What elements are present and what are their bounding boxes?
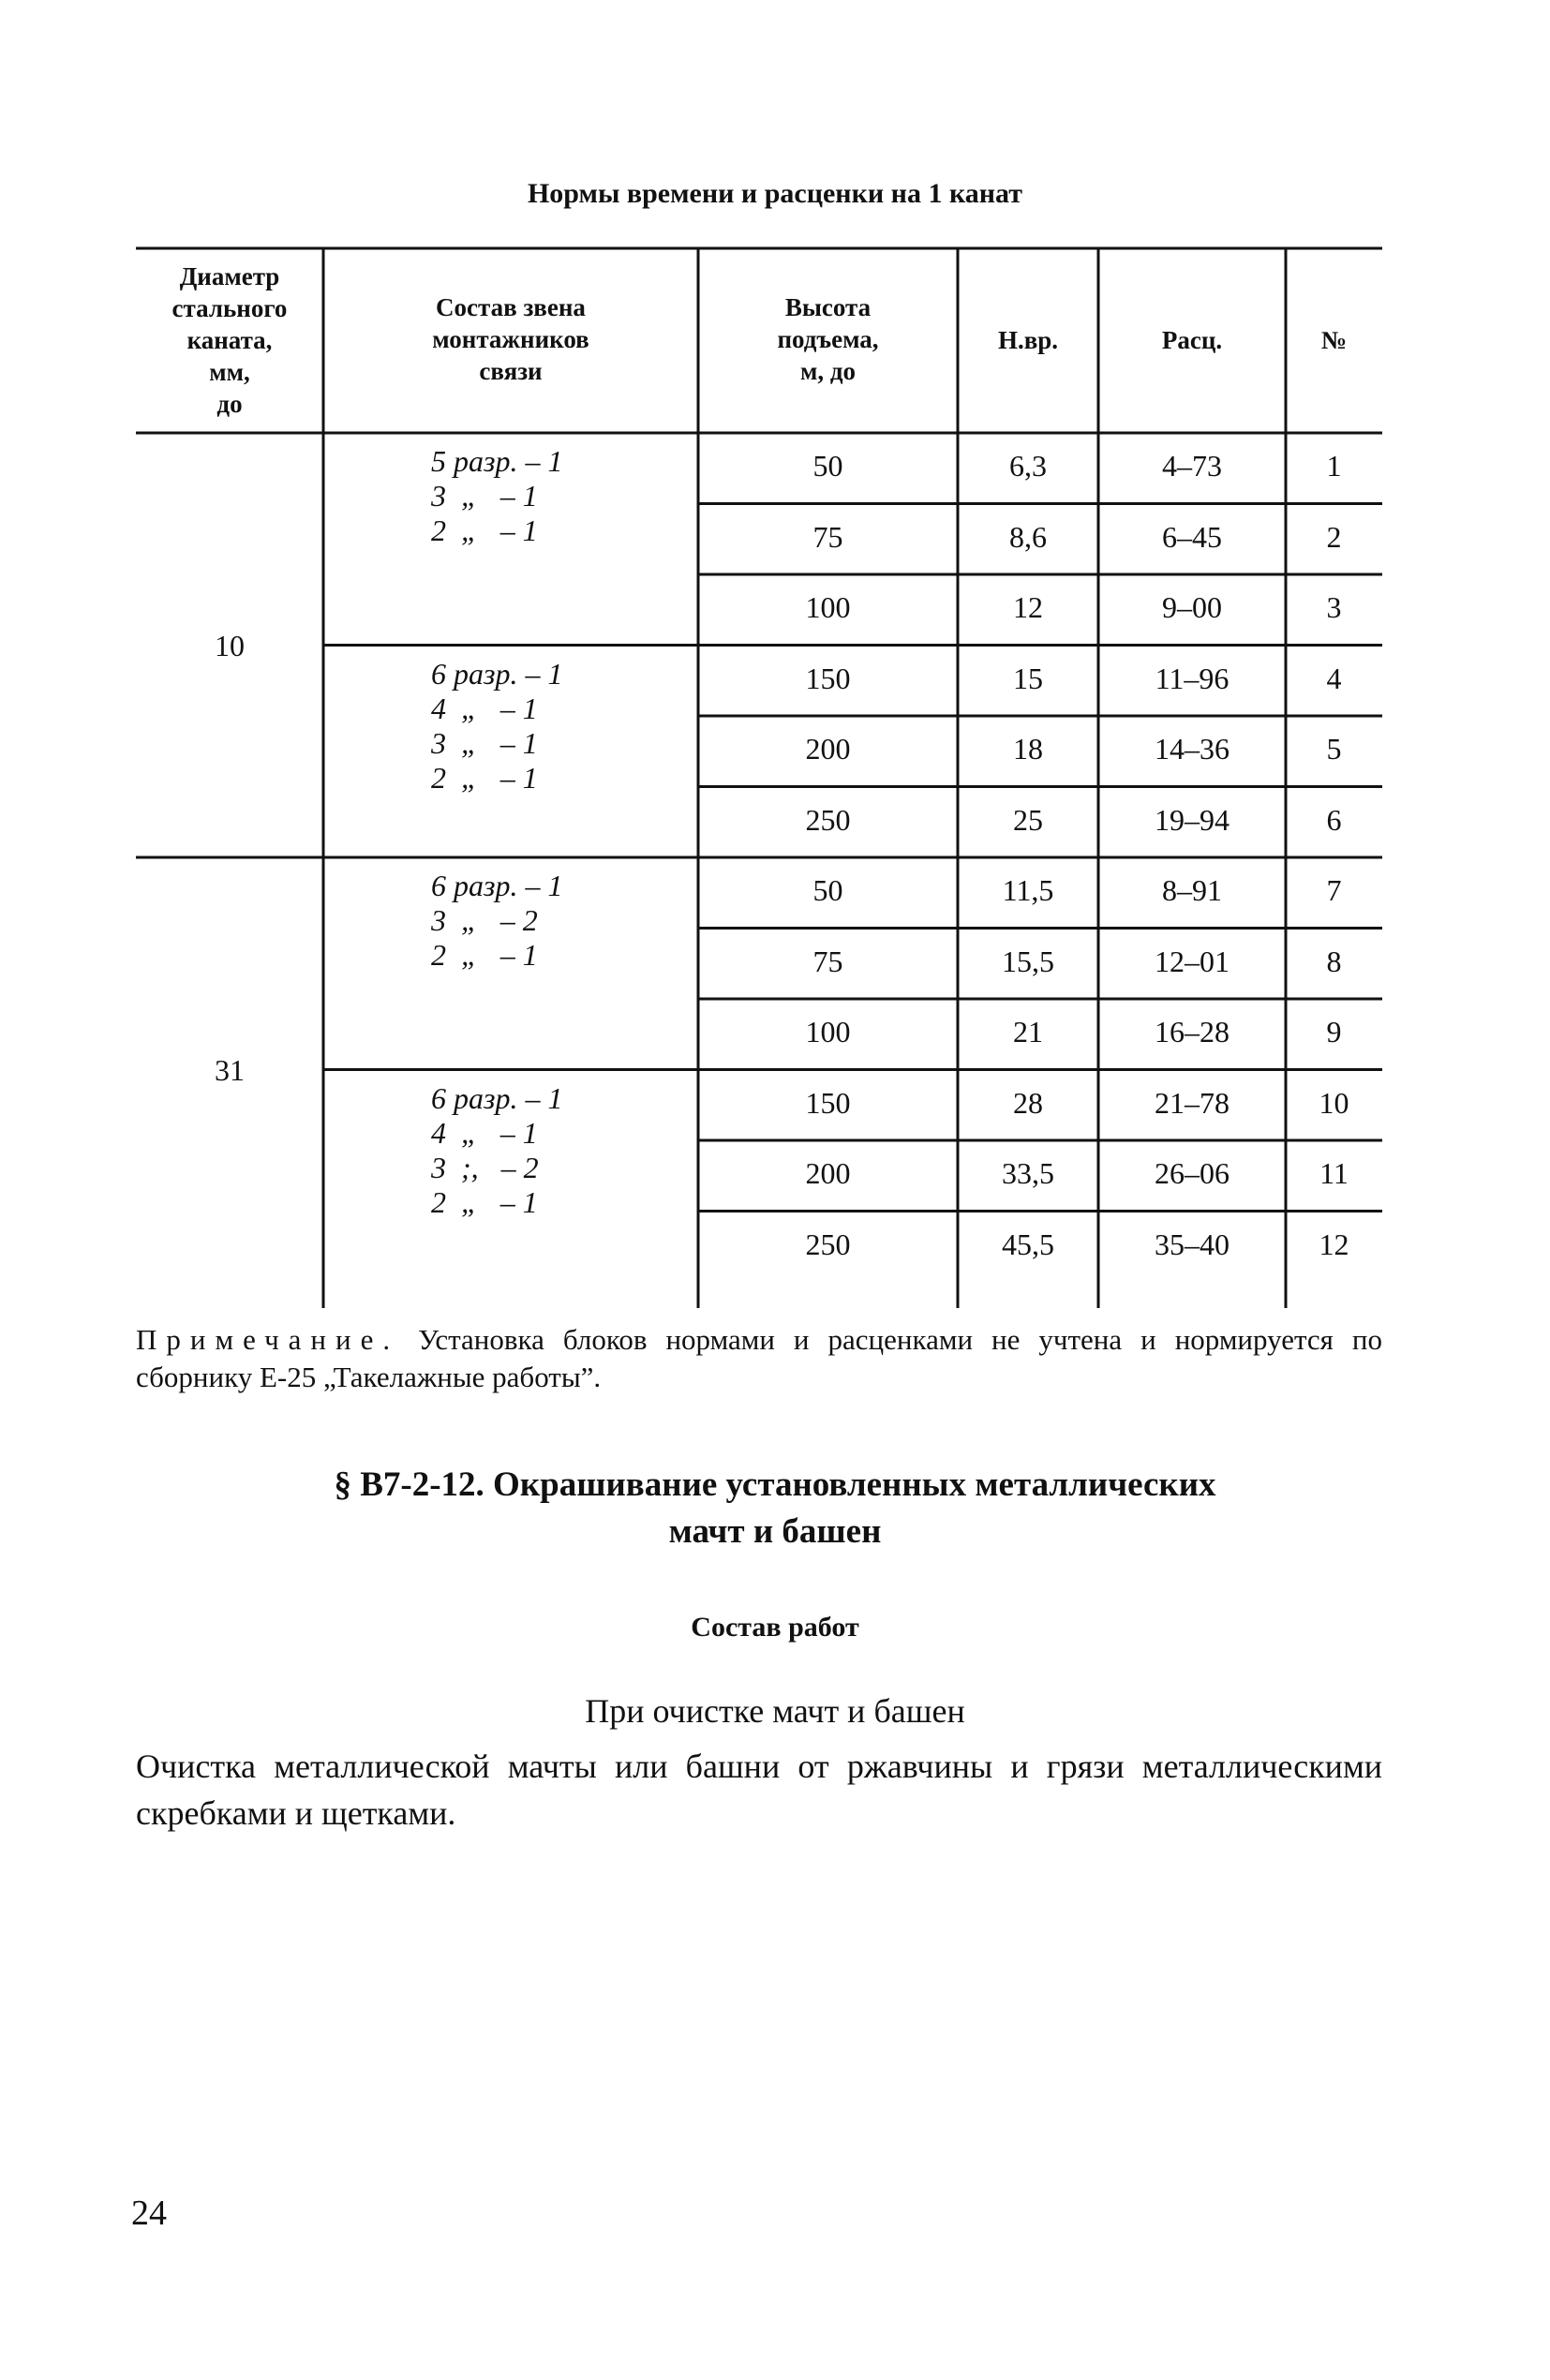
cell-nvr: 15,5 bbox=[1002, 944, 1054, 978]
crew-composition-line: 2 „ – 1 bbox=[431, 1184, 538, 1219]
crew-composition-line: 4 „ – 1 bbox=[431, 691, 538, 725]
crew-composition-line: 5 разр. – 1 bbox=[431, 444, 563, 478]
header-diameter-line: мм, bbox=[209, 358, 250, 386]
cell-height: 100 bbox=[805, 590, 851, 624]
header-height-line: Высота bbox=[784, 293, 872, 321]
cell-rate: 12–01 bbox=[1155, 944, 1230, 978]
header-crew-line: монтажников bbox=[432, 325, 589, 353]
cell-num: 2 bbox=[1326, 519, 1342, 554]
crew-composition-line: 6 разр. – 1 bbox=[431, 656, 563, 691]
cell-nvr: 21 bbox=[1013, 1015, 1043, 1049]
cell-num: 7 bbox=[1326, 873, 1342, 907]
cell-nvr: 28 bbox=[1013, 1085, 1043, 1120]
crew-composition-line: 3 „ – 1 bbox=[431, 479, 538, 513]
crew-composition-line: 2 „ – 1 bbox=[431, 760, 538, 795]
header-diameter-line: Диаметр bbox=[179, 262, 280, 290]
cell-num: 3 bbox=[1326, 590, 1342, 624]
header-nvr: Н.вр. bbox=[997, 326, 1059, 354]
cleaning-subheading: При очистке мачт и башен bbox=[585, 1692, 965, 1730]
crew-composition-line: 3 ;, – 2 bbox=[431, 1150, 539, 1184]
cell-height: 50 bbox=[812, 449, 843, 483]
cell-height: 75 bbox=[812, 944, 843, 978]
header-crew-line: Состав звена bbox=[436, 293, 586, 321]
cell-num: 8 bbox=[1326, 944, 1342, 978]
cell-rate: 14–36 bbox=[1155, 732, 1230, 766]
header-diameter-line: стального bbox=[171, 294, 288, 322]
cell-rate: 9–00 bbox=[1162, 590, 1222, 624]
cell-height: 200 bbox=[805, 732, 851, 766]
note-label: Примечание. bbox=[136, 1323, 400, 1356]
cell-num: 4 bbox=[1326, 661, 1342, 695]
cell-num: 9 bbox=[1326, 1015, 1342, 1049]
cell-num: 10 bbox=[1319, 1085, 1349, 1120]
cell-rate: 6–45 bbox=[1162, 519, 1222, 554]
note-text: Установка блоков нормами и расценками не учтена и нормируется по сборнику Е-25 „Такелажные работы”. bbox=[136, 1323, 1382, 1393]
cell-num: 5 bbox=[1326, 732, 1342, 766]
cell-rate: 16–28 bbox=[1155, 1015, 1230, 1049]
header-height-line: м, до bbox=[799, 357, 857, 385]
crew-composition-line: 3 „ – 1 bbox=[431, 725, 538, 760]
section-title bbox=[0, 1462, 1550, 1555]
cell-nvr: 45,5 bbox=[1002, 1227, 1054, 1261]
cell-height: 150 bbox=[805, 1085, 851, 1120]
cell-height: 200 bbox=[805, 1156, 851, 1190]
cell-rate: 19–94 bbox=[1155, 802, 1230, 837]
header-num: № bbox=[1320, 326, 1348, 354]
cell-nvr: 18 bbox=[1013, 732, 1043, 766]
header-height-line: подъема, bbox=[777, 325, 879, 353]
cleaning-description: Очистка металлической мачты или башни от ржавчины и грязи металлическими скребками и щетками. bbox=[136, 1748, 1382, 1832]
cell-rate: 11–96 bbox=[1155, 661, 1230, 695]
cell-num: 12 bbox=[1319, 1227, 1349, 1261]
cell-rate: 4–73 bbox=[1162, 449, 1222, 483]
crew-composition-line: 2 „ – 1 bbox=[431, 513, 538, 547]
work-composition-heading: Состав работ bbox=[691, 1612, 859, 1643]
header-diameter-line: каната, bbox=[186, 326, 273, 354]
cell-height: 250 bbox=[805, 802, 851, 837]
note-paragraph bbox=[136, 1321, 1382, 1396]
crew-composition-line: 3 „ – 2 bbox=[431, 903, 538, 937]
cell-height: 250 bbox=[805, 1227, 851, 1261]
table-title: Нормы времени и расценки на 1 канат bbox=[527, 178, 1023, 209]
crew-composition-line: 6 разр. – 1 bbox=[431, 869, 563, 902]
crew-composition-line: 6 разр. – 1 bbox=[431, 1080, 563, 1115]
cell-height: 100 bbox=[805, 1015, 851, 1049]
cell-nvr: 11,5 bbox=[1002, 873, 1054, 907]
header-diameter-line: до bbox=[216, 390, 243, 418]
cell-diameter: 10 bbox=[215, 628, 245, 662]
cell-rate: 8–91 bbox=[1162, 873, 1222, 907]
cell-rate: 35–40 bbox=[1155, 1227, 1230, 1261]
cell-nvr: 33,5 bbox=[1002, 1156, 1054, 1190]
cell-height: 50 bbox=[812, 873, 843, 907]
cell-nvr: 8,6 bbox=[1009, 519, 1047, 554]
cell-nvr: 15 bbox=[1013, 661, 1043, 695]
cell-nvr: 25 bbox=[1013, 802, 1043, 837]
header-rate: Расц. bbox=[1161, 326, 1223, 354]
crew-composition-line: 2 „ – 1 bbox=[431, 938, 538, 972]
cell-height: 75 bbox=[812, 519, 843, 554]
cell-num: 6 bbox=[1326, 802, 1342, 837]
cell-nvr: 12 bbox=[1013, 590, 1043, 624]
cell-num: 11 bbox=[1319, 1156, 1349, 1190]
cell-rate: 21–78 bbox=[1155, 1085, 1230, 1120]
header-crew-line: связи bbox=[479, 357, 543, 385]
cell-num: 1 bbox=[1326, 449, 1342, 483]
page-number: 24 bbox=[131, 2194, 167, 2233]
cell-diameter: 31 bbox=[215, 1052, 245, 1087]
section-title-line1: § В7-2-12. Окрашивание установленных металлических bbox=[334, 1465, 1216, 1504]
crew-composition-line: 4 „ – 1 bbox=[431, 1115, 538, 1150]
cell-height: 150 bbox=[805, 661, 851, 695]
cell-nvr: 6,3 bbox=[1009, 449, 1047, 483]
cell-rate: 26–06 bbox=[1155, 1156, 1230, 1190]
section-title-line2: мачт и башен bbox=[668, 1512, 882, 1551]
